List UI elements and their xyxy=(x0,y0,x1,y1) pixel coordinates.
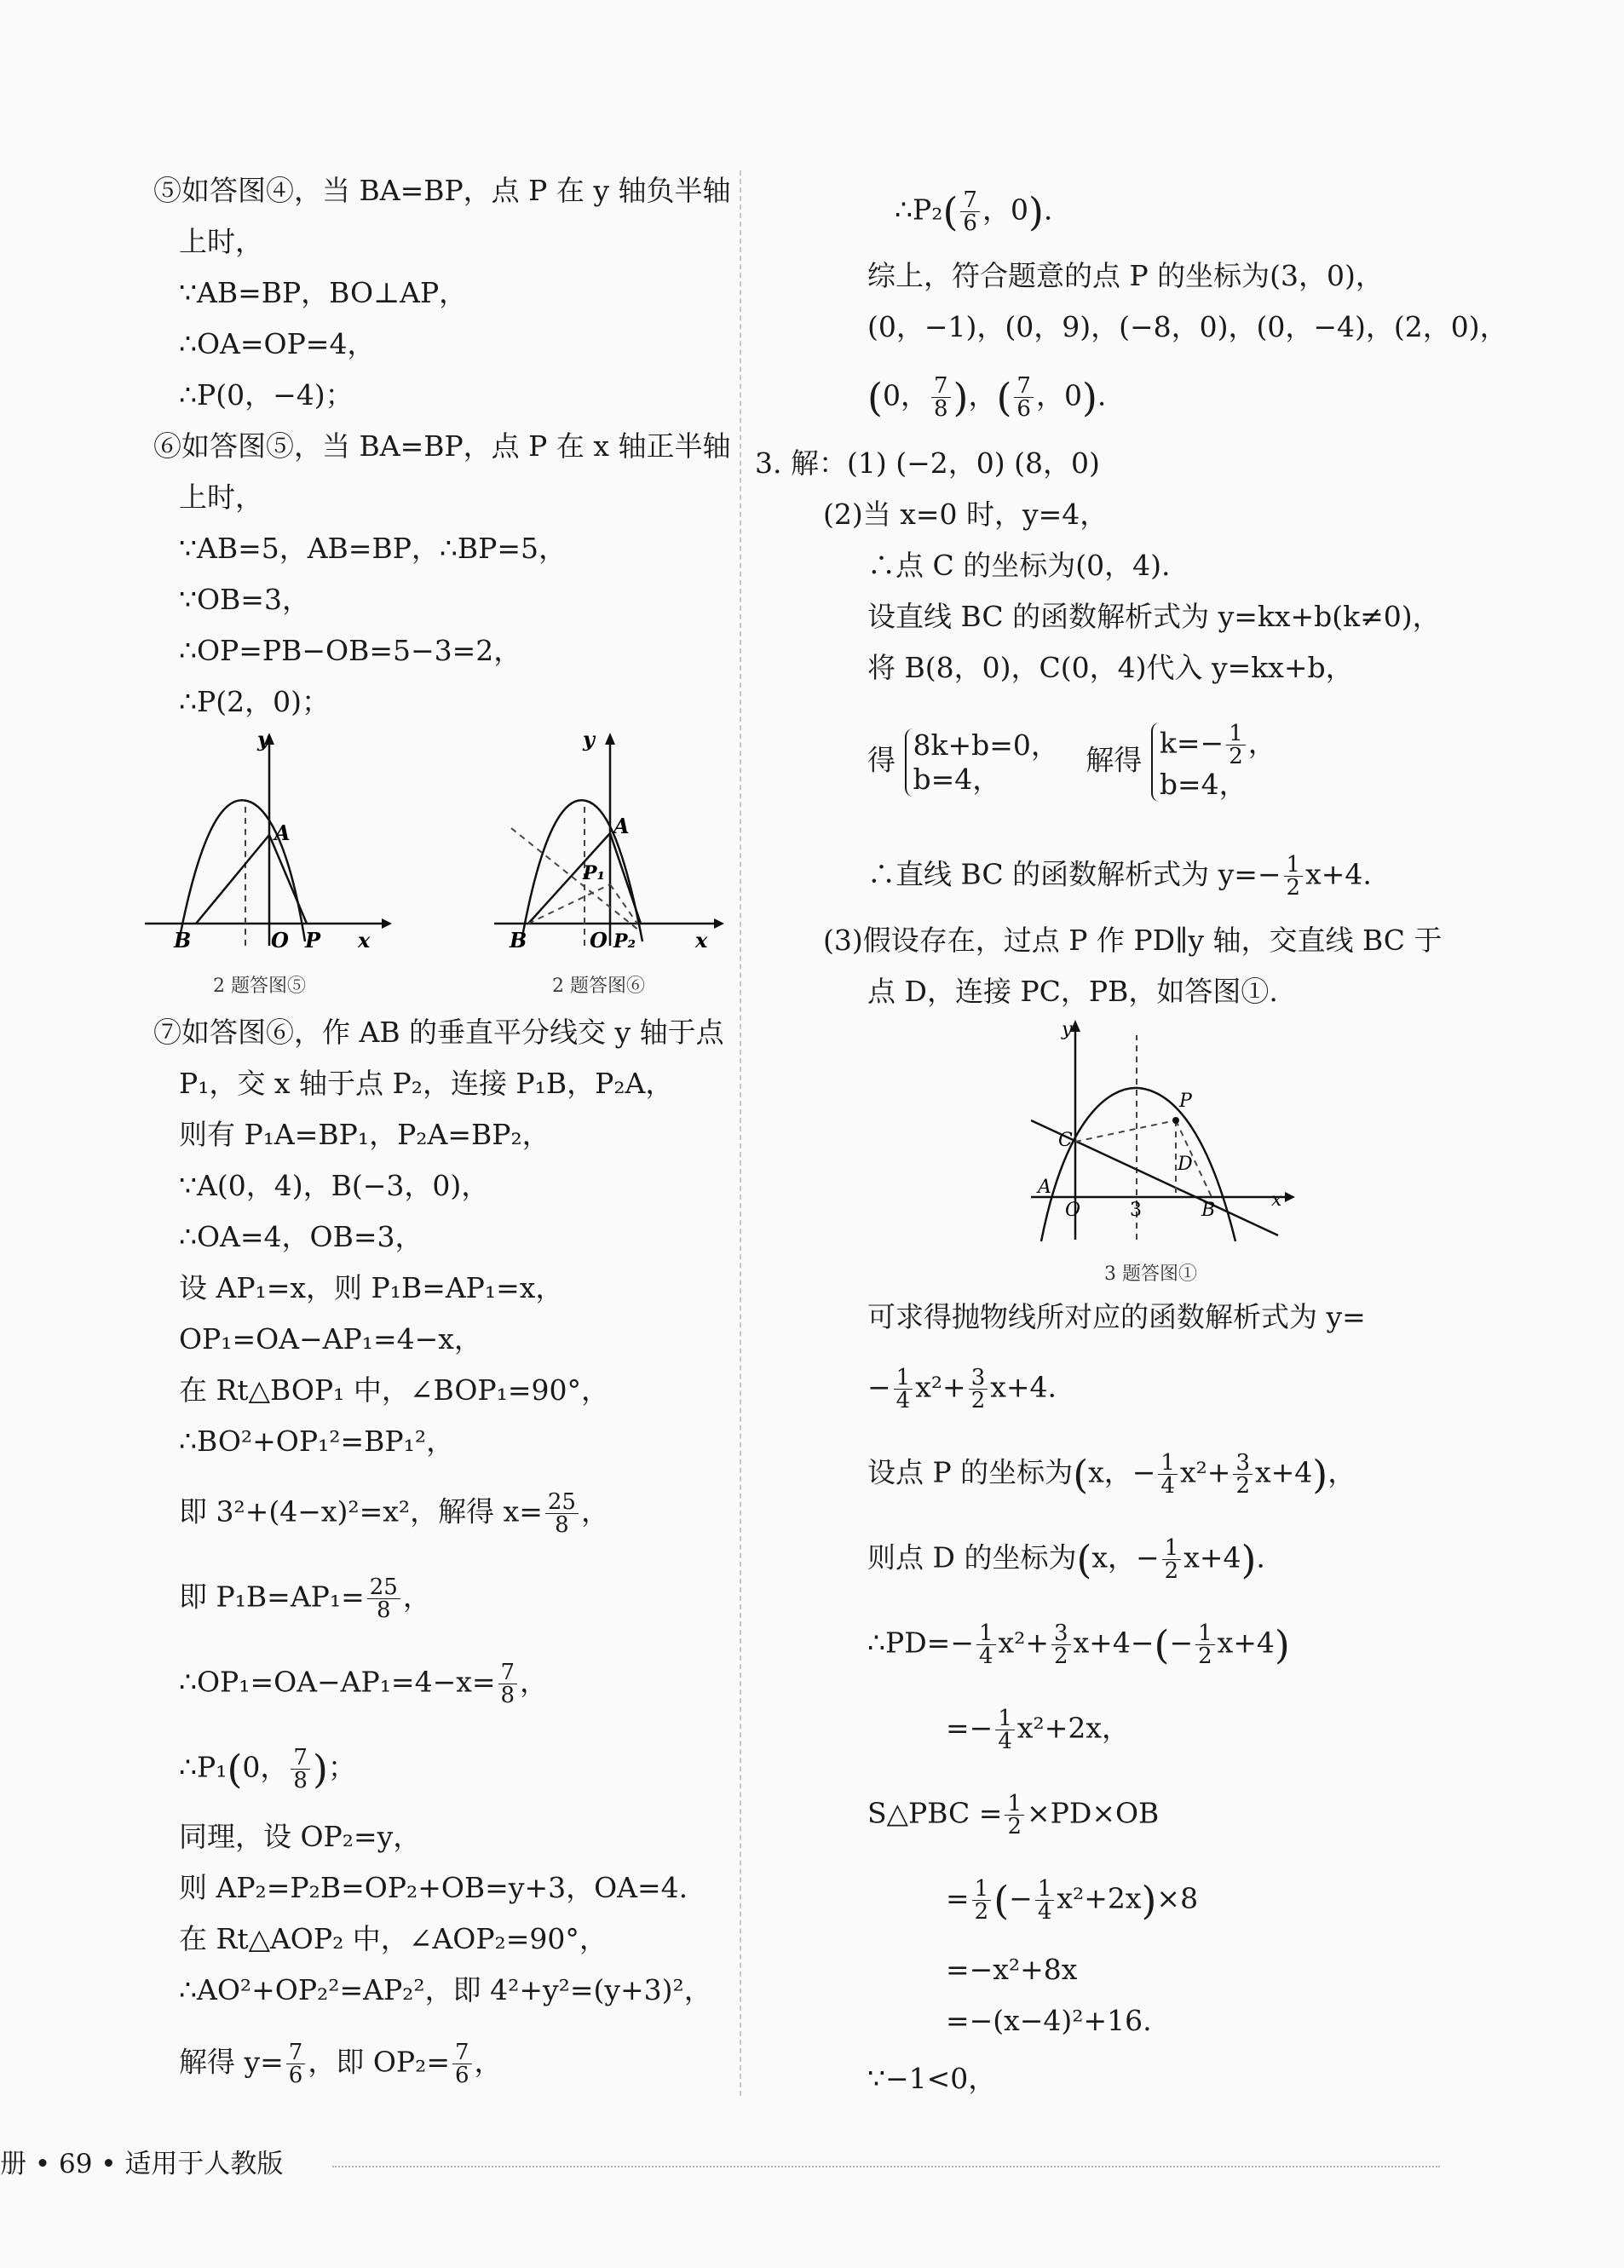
item6-line2: 上时， xyxy=(179,481,263,514)
item7-line17: ∴AO²+OP₂²=AP₂²，即 4²+y²=(y+3)²， xyxy=(179,1973,712,2006)
item5-line1: ⑤如答图④，当 BA=BP，点 P 在 y 轴负半轴 xyxy=(153,174,731,207)
fig5-x-label: x xyxy=(358,928,371,953)
footer-rule xyxy=(332,2166,1440,2167)
fig3-x-label: x xyxy=(1271,1189,1282,1211)
item7-line9: ∴BO²+OP₁²=BP₁²， xyxy=(179,1425,455,1458)
fraction: $\frac{1}{2}$ xyxy=(972,1878,992,1923)
fig3-point-p: P xyxy=(1179,1091,1192,1112)
fraction: $\frac{1}{4}$ xyxy=(1158,1452,1178,1497)
last-line: ∵−1<0， xyxy=(867,2062,997,2095)
item7-line13: ∴P₁(0， $\frac{7}{8}$ )； xyxy=(179,1745,356,1793)
equation-system-2: k=− $\frac{1}{2}$ ， b=4， xyxy=(1151,722,1276,802)
s-line3: =−x²+8x xyxy=(946,1953,1078,1986)
fraction: $\frac{1}{2}$ xyxy=(1162,1537,1182,1582)
fraction: $\frac{1}{4}$ xyxy=(1035,1878,1055,1923)
fraction: $\frac{25}{8}$ xyxy=(545,1491,579,1536)
item7-line5: ∴OA=4，OB=3， xyxy=(179,1220,423,1253)
fig5-point-b: B xyxy=(174,928,192,953)
figure-2-answer-6 xyxy=(494,733,724,963)
fig6-x-label: x xyxy=(695,928,708,953)
s-line2: = $\frac{1}{2}$ (− $\frac{1}{4}$ x²+2x)×8 xyxy=(946,1876,1199,1925)
fraction: $\frac{1}{2}$ xyxy=(1226,722,1246,768)
item7-line15: 则 AP₂=P₂B=OP₂+OB=y+3，OA=4. xyxy=(179,1871,688,1904)
parabola-expr: − $\frac{1}{4}$ x²+ $\frac{3}{2}$ x+4. xyxy=(867,1365,1057,1413)
fig3-point-b: B xyxy=(1201,1200,1216,1221)
fig6-point-a: A xyxy=(613,814,630,838)
fraction: $\frac{1}{2}$ xyxy=(1284,854,1304,899)
q3-p3-line1: (3)假设存在，过点 P 作 PD∥y 轴，交直线 BC 于 xyxy=(823,924,1443,957)
item5-line3: ∵AB=BP，BO⊥AP， xyxy=(179,276,468,309)
fraction: $\frac{7}{8}$ xyxy=(498,1661,518,1707)
fraction: $\frac{1}{2}$ xyxy=(1005,1793,1024,1838)
fraction: $\frac{3}{2}$ xyxy=(969,1367,988,1412)
fraction: $\frac{1}{4}$ xyxy=(976,1622,996,1667)
item6-line3: ∵AB=5，AB=BP，∴BP=5， xyxy=(179,532,567,565)
figure-3-answer-1 xyxy=(1031,1018,1295,1248)
d-coordinate: 则点 D 的坐标为(x，− $\frac{1}{2}$ x+4). xyxy=(867,1535,1265,1584)
parabola-line1: 可求得抛物线所对应的函数解析式为 y= xyxy=(867,1300,1366,1333)
fig5-point-p: P xyxy=(305,928,321,953)
fig5-origin: O xyxy=(271,928,289,953)
q3-bc-result: ∴直线 BC 的函数解析式为 y=− $\frac{1}{2}$ x+4. xyxy=(867,852,1372,901)
q3-system: 得 8k+b=0， b=4， 解得 k=− $\frac{1}{2}$ ， b=4， xyxy=(867,721,1276,801)
item7-line2: P₁，交 x 轴于点 P₂，连接 P₁B，P₂A， xyxy=(179,1067,674,1100)
item7-line18: 解得 y= $\frac{7}{6}$ ，即 OP₂= $\frac{7}{6}$ ， xyxy=(179,2040,503,2088)
item5-line2: 上时， xyxy=(179,225,263,258)
fraction: $\frac{7}{8}$ xyxy=(931,375,951,420)
fraction: $\frac{7}{8}$ xyxy=(291,1747,310,1792)
fraction: $\frac{25}{8}$ xyxy=(367,1576,400,1621)
fig3-tick-3: 3 xyxy=(1130,1200,1142,1221)
fig5-point-a: A xyxy=(274,820,291,845)
fig5-y-label: y xyxy=(257,733,269,751)
fig6-point-p2: P₂ xyxy=(613,930,636,953)
figure-2-answer-5 xyxy=(145,733,392,954)
fig5-caption: 2 题答图⑤ xyxy=(213,976,306,997)
summary-line1: 综上，符合题意的点 P 的坐标为(3，0)， xyxy=(867,259,1384,292)
fig6-caption: 2 题答图⑥ xyxy=(552,976,645,997)
fig3-point-a: A xyxy=(1038,1177,1051,1198)
q3-p3-line2: 点 D，连接 PC，PB，如答图①. xyxy=(867,975,1278,1008)
item6-line6: ∴P(2，0)； xyxy=(179,685,330,718)
fig6-point-p1: P₁ xyxy=(583,862,606,884)
fig3-point-d: D xyxy=(1178,1154,1193,1175)
item7-line3: 则有 P₁A=BP₁，P₂A=BP₂， xyxy=(179,1118,550,1151)
item7-line11: 即 P₁B=AP₁= $\frac{25}{8}$ ， xyxy=(179,1574,431,1623)
fig6-point-b: B xyxy=(510,928,527,953)
q3-line3: ∴点 C 的坐标为(0，4). xyxy=(867,549,1171,582)
item7-line16: 在 Rt△AOP₂ 中，∠AOP₂=90°， xyxy=(179,1922,608,1955)
fig3-caption: 3 题答图① xyxy=(1104,1264,1197,1285)
q3-line5: 将 B(8，0)，C(0，4)代入 y=kx+b， xyxy=(867,651,1354,684)
q3-line1: 3. 解：(1) (−2，0) (8，0) xyxy=(755,446,1100,480)
item7-line14: 同理，设 OP₂=y， xyxy=(179,1820,422,1853)
fig3-origin: O xyxy=(1065,1200,1081,1221)
summary-line2: (0，−1)，(0，9)，(−8，0)，(0，−4)，(2，0)， xyxy=(867,310,1508,343)
pd-line1: ∴PD=− $\frac{1}{4}$ x²+ $\frac{3}{2}$ x+4−(− $\frac{1}{2}$ x+4) xyxy=(867,1620,1290,1669)
item7-line4: ∵A(0，4)，B(−3，0)， xyxy=(179,1169,490,1202)
item6-line1: ⑥如答图⑤，当 BA=BP，点 P 在 x 轴正半轴 xyxy=(153,429,731,463)
fig3-y-label: y xyxy=(1062,1019,1073,1040)
q3-line4: 设直线 BC 的函数解析式为 y=kx+b(k≠0)， xyxy=(867,600,1441,633)
fig6-origin: O xyxy=(590,928,608,953)
p-coordinate: 设点 P 的坐标为(x，− $\frac{1}{4}$ x²+ $\frac{3}{2}$ x+4)， xyxy=(867,1450,1356,1499)
item7-line10: 即 3²+(4−x)²=x²，解得 x= $\frac{25}{8}$ ， xyxy=(179,1489,609,1538)
pd-line2: =− $\frac{1}{4}$ x²+2x， xyxy=(946,1706,1130,1754)
fraction: $\frac{7}{6}$ xyxy=(286,2041,306,2087)
equation-system-1: 8k+b=0， b=4， xyxy=(905,728,1059,797)
item7-line1: ⑦如答图⑥，作 AB 的垂直平分线交 y 轴于点 xyxy=(153,1016,724,1049)
item7-line7: OP₁=OA−AP₁=4−x， xyxy=(179,1322,482,1356)
item7-line6: 设 AP₁=x，则 P₁B=AP₁=x， xyxy=(179,1271,564,1304)
summary-line3: (0， $\frac{7}{8}$ )，( $\frac{7}{6}$ ，0). xyxy=(867,373,1107,422)
s-line4: =−(x−4)²+16. xyxy=(946,2004,1152,2037)
fig6-y-label: y xyxy=(583,733,595,751)
p2-result: ∴P₂( $\frac{7}{6}$ ，0). xyxy=(895,187,1053,236)
item6-line5: ∴OP=PB−OB=5−3=2， xyxy=(179,634,522,667)
column-divider xyxy=(740,170,741,2096)
page-footer: 册 • 69 • 适用于人教版 xyxy=(0,2149,284,2179)
fraction: $\frac{1}{4}$ xyxy=(894,1367,913,1412)
q3-line2: (2)当 x=0 时，y=4， xyxy=(823,498,1109,531)
fraction: $\frac{7}{6}$ xyxy=(1014,375,1034,420)
item5-line5: ∴P(0，−4)； xyxy=(179,378,354,412)
item5-line4: ∴OA=OP=4， xyxy=(179,327,376,360)
fig3-point-c: C xyxy=(1058,1130,1073,1151)
item6-line4: ∵OB=3， xyxy=(179,583,310,616)
fraction: $\frac{1}{4}$ xyxy=(995,1707,1015,1753)
item7-line12: ∴OP₁=OA−AP₁=4−x= $\frac{7}{8}$ ， xyxy=(179,1660,549,1708)
item7-line8: 在 Rt△BOP₁ 中，∠BOP₁=90°， xyxy=(179,1373,609,1407)
fraction: $\frac{3}{2}$ xyxy=(1051,1622,1071,1667)
fraction: $\frac{7}{6}$ xyxy=(960,189,980,234)
fraction: $\frac{1}{2}$ xyxy=(1195,1622,1215,1667)
fraction: $\frac{7}{6}$ xyxy=(452,2041,472,2087)
fraction: $\frac{3}{2}$ xyxy=(1233,1452,1253,1497)
s-line1: S△PBC = $\frac{1}{2}$ ×PD×OB xyxy=(867,1791,1160,1839)
